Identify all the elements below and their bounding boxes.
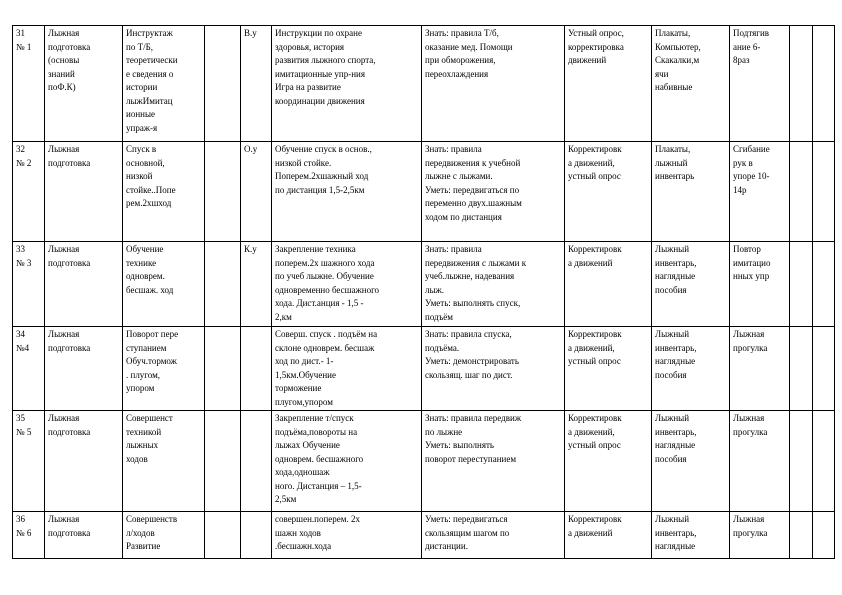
date-plan-cell — [790, 26, 813, 142]
lesson-number-cell: 33 № 3 — [13, 242, 45, 327]
homework-cell: Лыжная прогулка — [730, 512, 790, 559]
equipment-cell: Плакаты, Компьютер, Скакалки,м ячи набивные — [652, 26, 730, 142]
equipment-cell: Лыжный инвентарь, наглядные пособия — [652, 327, 730, 411]
blank-cell — [205, 411, 241, 512]
equipment-cell: Лыжный инвентарь, наглядные пособия — [652, 242, 730, 327]
content-cell: Закрепление т/спуск подъёма,повороты на лыжах Обучение одноврем. бесшажного хода,одношаж ного. Дистанция – 1,5- 2,5км — [272, 411, 422, 512]
homework-cell: Сгибание рук в упоре 10- 14р — [730, 142, 790, 242]
blank-cell — [205, 142, 241, 242]
lesson-type-cell: К.у — [241, 242, 272, 327]
date-plan-cell — [790, 411, 813, 512]
requirements-cell: Знать: правила передвижения с лыжами к учеб.лыжне, надевания лыж. Уметь: выполнять спуск, подъём — [422, 242, 565, 327]
topic-cell: Инструктаж по Т/Б, теоретически е сведения о истории лыжИмитац ионные упраж-я — [123, 26, 205, 142]
topic-cell: Обучение технике одноврем. бесшаж. ход — [123, 242, 205, 327]
content-cell: Закрепление техника поперем.2х шажного хода по учеб лыжне. Обучение одновременно бесшажного хода. Дист.анция - 1,5 - 2,км — [272, 242, 422, 327]
date-plan-cell — [790, 327, 813, 411]
equipment-cell: Лыжный инвентарь, наглядные пособия — [652, 411, 730, 512]
section-cell: Лыжная подготовка — [45, 411, 123, 512]
table-row — [13, 327, 835, 411]
section-cell: Лыжная подготовка (основы знаний поФ.К) — [45, 26, 123, 142]
section-cell: Лыжная подготовка — [45, 142, 123, 242]
date-fact-cell — [813, 327, 835, 411]
requirements-cell: Знать: правила спуска, подъёма. Уметь: демонстрировать скользящ. шаг по дист. — [422, 327, 565, 411]
date-fact-cell — [813, 512, 835, 559]
content-cell: Инструкции по охране здоровья, история развития лыжного спорта, имитационные упр-ния Игра на развитие координации движения — [272, 26, 422, 142]
topic-cell: Совершенств л/ходов Развитие — [123, 512, 205, 559]
lesson-type-cell: В.у — [241, 26, 272, 142]
blank-cell — [205, 327, 241, 411]
date-fact-cell — [813, 411, 835, 512]
control-cell: Корректировк а движений, устный опрос — [565, 142, 652, 242]
blank-cell — [205, 26, 241, 142]
requirements-cell: Уметь: передвигаться скользящим шагом по дистанции. — [422, 512, 565, 559]
lesson-type-cell — [241, 327, 272, 411]
requirements-cell: Знать: правила передвиж по лыжне Уметь: выполнять поворот переступанием — [422, 411, 565, 512]
control-cell: Корректировк а движений, устный опрос — [565, 327, 652, 411]
homework-cell: Лыжная прогулка — [730, 327, 790, 411]
lesson-number-cell: 36 № 6 — [13, 512, 45, 559]
control-cell: Корректировк а движений — [565, 242, 652, 327]
lesson-number-cell: 34 №4 — [13, 327, 45, 411]
control-cell: Корректировк а движений, устный опрос — [565, 411, 652, 512]
date-fact-cell — [813, 242, 835, 327]
topic-cell: Совершенст техникой лыжных ходов — [123, 411, 205, 512]
lesson-plan-table — [12, 25, 835, 559]
homework-cell: Лыжная прогулка — [730, 411, 790, 512]
equipment-cell: Лыжный инвентарь, наглядные — [652, 512, 730, 559]
lesson-type-cell: О.у — [241, 142, 272, 242]
table-row — [13, 142, 835, 242]
homework-cell: Подтягив ание 6- 8раз — [730, 26, 790, 142]
blank-cell — [205, 242, 241, 327]
date-fact-cell — [813, 26, 835, 142]
control-cell: Устный опрос, корректировка движений — [565, 26, 652, 142]
lesson-type-cell — [241, 512, 272, 559]
table-row — [13, 512, 835, 559]
content-cell: совершен.поперем. 2х шажн ходов .бесшажн.хода — [272, 512, 422, 559]
equipment-cell: Плакаты, лыжный инвентарь — [652, 142, 730, 242]
date-plan-cell — [790, 142, 813, 242]
content-cell: Соверш. спуск . подъём на склоне одноврем. бесшаж ход по дист.- 1- 1,5км.Обучение торможение плугом,упором — [272, 327, 422, 411]
table-row — [13, 242, 835, 327]
table-row — [13, 26, 835, 142]
lesson-number-cell: 31 № 1 — [13, 26, 45, 142]
date-fact-cell — [813, 142, 835, 242]
blank-cell — [205, 512, 241, 559]
lesson-type-cell — [241, 411, 272, 512]
section-cell: Лыжная подготовка — [45, 242, 123, 327]
lesson-number-cell: 35 № 5 — [13, 411, 45, 512]
section-cell: Лыжная подготовка — [45, 327, 123, 411]
section-cell: Лыжная подготовка — [45, 512, 123, 559]
table-row — [13, 411, 835, 512]
requirements-cell: Знать: правила Т/б, оказание мед. Помощи при обморожения, переохлаждения — [422, 26, 565, 142]
content-cell: Обучение спуск в основ., низкой стойке. Поперем.2хшажный ход по дистанция 1,5-2,5км — [272, 142, 422, 242]
lesson-number-cell: 32 № 2 — [13, 142, 45, 242]
requirements-cell: Знать: правила передвижения к учебной лыжне с лыжами. Уметь: передвигаться по переменно двух.шажным ходом по дистанция — [422, 142, 565, 242]
topic-cell: Спуск в основной, низкой стойке..Попе рем.2хшход — [123, 142, 205, 242]
date-plan-cell — [790, 242, 813, 327]
control-cell: Корректировк а движений — [565, 512, 652, 559]
topic-cell: Поворот пере ступанием Обуч.тормож . плугом, упором — [123, 327, 205, 411]
homework-cell: Повтор имитацио нных упр — [730, 242, 790, 327]
date-plan-cell — [790, 512, 813, 559]
